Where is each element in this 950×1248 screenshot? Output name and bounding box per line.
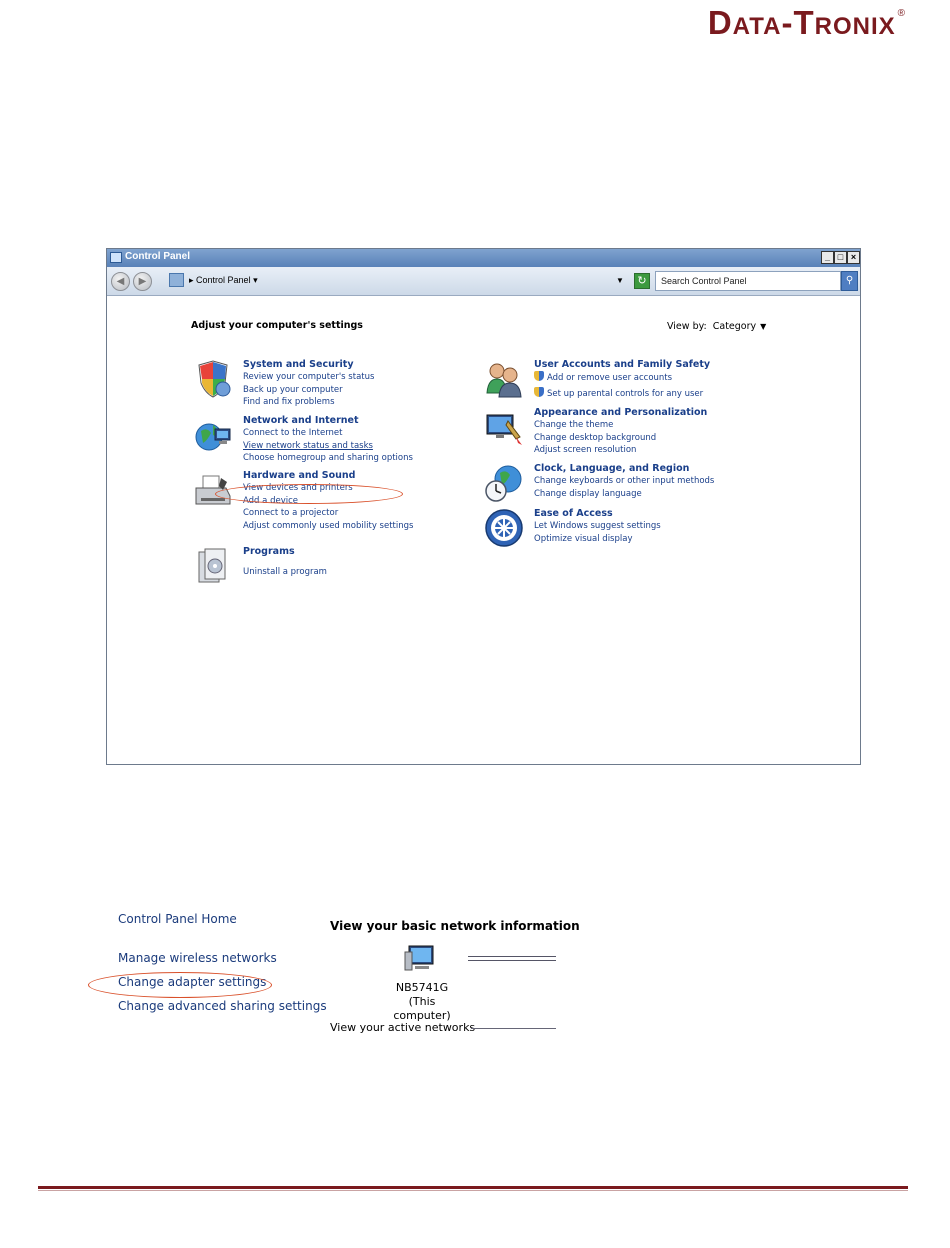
ease-of-access-icon — [484, 508, 524, 548]
control-panel-window — [106, 248, 861, 765]
sidebar-item-control-panel-home[interactable]: Control Panel Home — [118, 912, 237, 926]
shield-icon — [534, 387, 544, 397]
link-display-language[interactable]: Change display language — [534, 488, 642, 499]
chevron-down-icon[interactable]: ▼ — [760, 322, 767, 331]
connection-line — [468, 956, 556, 961]
link-add-remove-users[interactable]: Add or remove user accounts — [534, 371, 710, 385]
category-title[interactable]: Clock, Language, and Region — [534, 463, 690, 474]
link-uninstall[interactable]: Uninstall a program — [243, 567, 327, 577]
close-button[interactable]: × — [847, 251, 860, 264]
link-find-fix[interactable]: Find and fix problems — [243, 397, 335, 407]
link-homegroup[interactable]: Choose homegroup and sharing options — [243, 453, 413, 463]
refresh-icon[interactable]: ↻ — [634, 273, 650, 289]
shield-security-icon — [193, 359, 233, 399]
page-title: View your basic network information — [330, 919, 580, 933]
link-add-device[interactable]: Add a device — [243, 495, 298, 506]
category-title[interactable]: Network and Internet — [243, 415, 359, 426]
footer-rule — [38, 1186, 908, 1189]
window-title: Control Panel — [125, 251, 191, 262]
folder-icon — [169, 273, 184, 287]
view-by-selector[interactable] — [667, 321, 766, 332]
title-bar[interactable] — [107, 249, 860, 267]
link-mobility-settings[interactable]: Adjust commonly used mobility settings — [243, 520, 414, 531]
network-globe-icon — [193, 415, 233, 455]
view-by-value[interactable]: Category — [712, 321, 757, 332]
link-desktop-background[interactable]: Change desktop background — [534, 432, 657, 443]
address-toolbar — [107, 267, 860, 296]
link-parental-controls[interactable]: Set up parental controls for any user — [534, 387, 710, 401]
computer-label — [382, 981, 462, 1023]
link-optimize-display[interactable]: Optimize visual display — [534, 533, 633, 544]
control-panel-icon — [110, 252, 122, 263]
breadcrumb[interactable]: ▸ Control Panel ▾ — [189, 275, 258, 285]
highlight-ellipse — [215, 484, 403, 504]
back-button[interactable]: ◀ — [111, 272, 130, 291]
link-back-up[interactable]: Back up your computer — [243, 384, 343, 395]
category-title[interactable]: Programs — [243, 546, 295, 557]
view-by-label: View by: — [667, 321, 707, 332]
shield-icon — [534, 371, 544, 381]
network-sharing-fragment — [0, 900, 950, 1050]
category-title[interactable]: System and Security — [243, 359, 354, 370]
divider — [471, 1028, 556, 1029]
category-title[interactable]: Appearance and Personalization — [534, 407, 708, 418]
sidebar-item-manage-wireless[interactable]: Manage wireless networks — [118, 951, 277, 965]
address-dropdown-icon[interactable]: ▼ — [616, 276, 624, 285]
link-screen-resolution[interactable]: Adjust screen resolution — [534, 445, 637, 455]
highlight-ellipse — [88, 972, 272, 998]
link-change-theme[interactable]: Change the theme — [534, 420, 614, 430]
computer-icon — [403, 944, 437, 974]
link-change-keyboards[interactable]: Change keyboards or other input methods — [534, 476, 715, 486]
link-connect-internet[interactable]: Connect to the Internet — [243, 428, 343, 438]
maximize-button[interactable]: □ — [834, 251, 847, 264]
programs-box-icon — [193, 546, 233, 586]
search-icon[interactable]: ⚲ — [841, 271, 858, 291]
search-input[interactable]: Search Control Panel — [655, 271, 841, 291]
link-review-status[interactable]: Review your computer's status — [243, 372, 375, 382]
category-title[interactable]: Ease of Access — [534, 508, 613, 519]
computer-name: NB5741G — [395, 981, 449, 994]
link-connect-projector[interactable]: Connect to a projector — [243, 508, 339, 518]
category-title[interactable]: User Accounts and Family Safety — [534, 359, 711, 370]
category-title[interactable]: Hardware and Sound — [243, 470, 356, 481]
control-panel-content — [107, 296, 860, 764]
sidebar-item-change-adapter[interactable]: Change adapter settings — [118, 975, 267, 989]
brand-logo: DATA-TRONIX ® — [707, 4, 906, 41]
sidebar-item-advanced-sharing[interactable]: Change advanced sharing settings — [118, 999, 327, 1013]
footer-rule-thin — [38, 1190, 908, 1191]
link-devices-printers[interactable]: View devices and printers — [243, 483, 353, 493]
page-title: Adjust your computer's settings — [191, 320, 363, 331]
forward-button[interactable]: ▶ — [133, 272, 152, 291]
minimize-button[interactable]: _ — [821, 251, 834, 264]
computer-subtitle: (This computer) — [393, 995, 451, 1022]
link-suggest-settings[interactable]: Let Windows suggest settings — [534, 521, 661, 531]
monitor-paint-icon — [484, 407, 524, 447]
link-view-network-status[interactable]: View network status and tasks — [243, 440, 373, 451]
users-icon — [484, 359, 524, 399]
active-networks-heading: View your active networks — [330, 1021, 476, 1034]
clock-globe-icon — [484, 463, 524, 503]
address-bar[interactable] — [167, 271, 627, 291]
